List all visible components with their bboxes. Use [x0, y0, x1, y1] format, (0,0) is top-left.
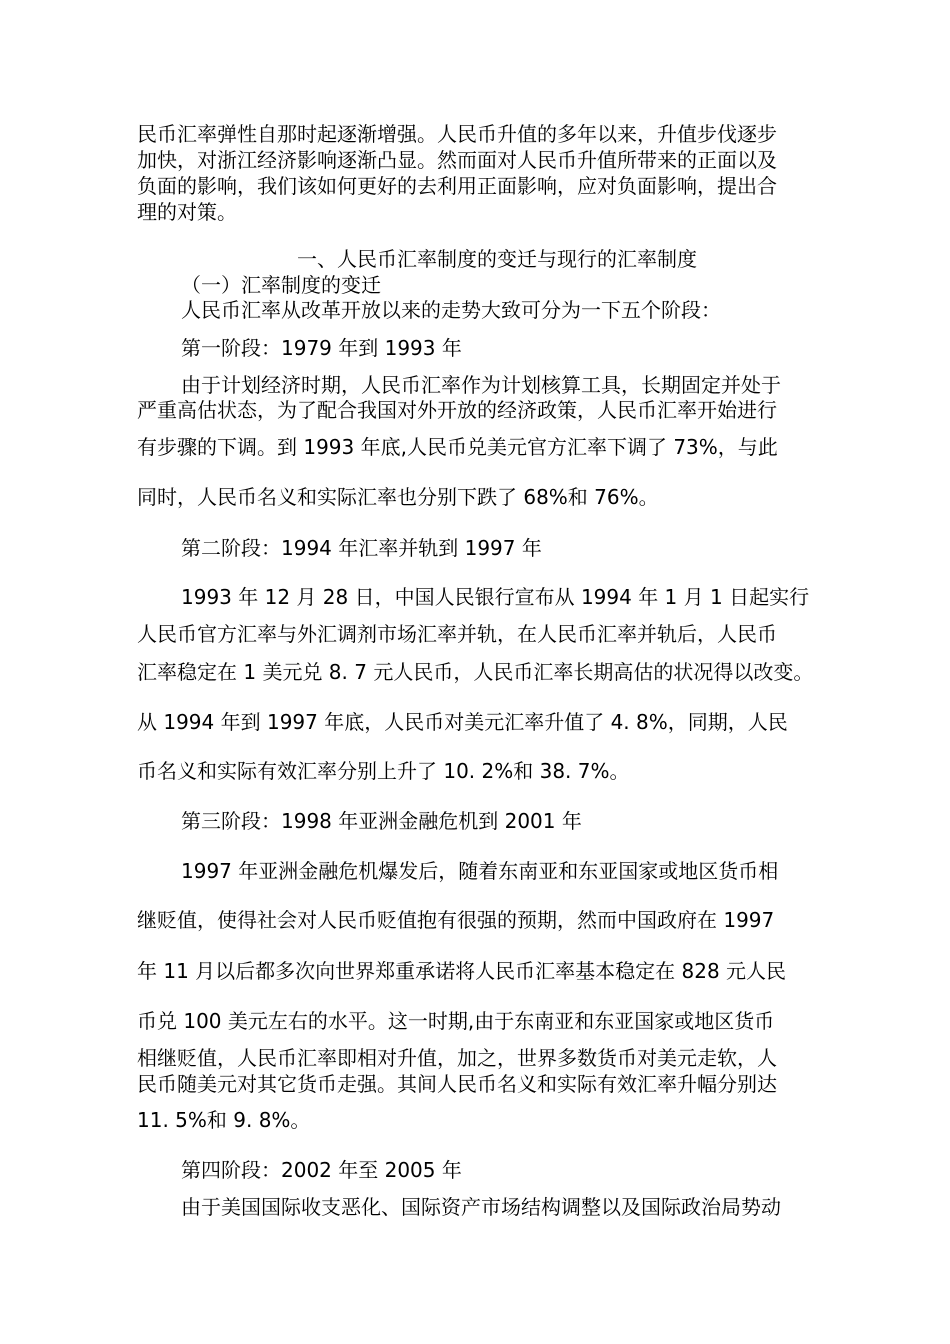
stage-paragraph-line: 同时，人民币名义和实际汇率也分别下跌了 68%和 76%。 [137, 485, 659, 509]
overview-paragraph: 人民币汇率从改革开放以来的走势大致可分为一下五个阶段： [181, 298, 721, 322]
intro-line: 民币汇率弹性自那时起逐渐增强。人民币升值的多年以来，升值步伐逐步 [137, 122, 777, 146]
stage-paragraph-line: 由于美国国际收支恶化、国际资产市场结构调整以及国际政治局势动 [181, 1195, 781, 1219]
section-subtitle: （一）汇率制度的变迁 [181, 273, 381, 297]
stage-paragraph-line: 继贬值，使得社会对人民币贬值抱有很强的预期，然而中国政府在 1997 [137, 908, 775, 932]
stage-title: 第三阶段：1998 年亚洲金融危机到 2001 年 [181, 809, 582, 833]
stage-paragraph-line: 年 11 月以后都多次向世界郑重承诺将人民币汇率基本稳定在 828 元人民 [137, 959, 787, 983]
stage-paragraph-line: 民币随美元对其它货币走强。其间人民币名义和实际有效汇率升幅分别达 [137, 1072, 777, 1096]
stage-paragraph-line: 从 1994 年到 1997 年底，人民币对美元汇率升值了 4. 8%，同期，人民 [137, 710, 788, 734]
stage-title: 第二阶段：1994 年汇率并轨到 1997 年 [181, 536, 542, 560]
stage-paragraph-line: 11. 5%和 9. 8%。 [137, 1108, 311, 1132]
stage-paragraph-line: 严重高估状态，为了配合我国对外开放的经济政策，人民币汇率开始进行 [137, 398, 777, 422]
stage-paragraph-line: 1997 年亚洲金融危机爆发后，随着东南亚和东亚国家或地区货币相 [181, 859, 779, 883]
stage-paragraph-line: 币名义和实际有效汇率分别上升了 10. 2%和 38. 7%。 [137, 759, 630, 783]
stage-paragraph-line: 币兑 100 美元左右的水平。这一时期,由于东南亚和东亚国家或地区货币 [137, 1009, 775, 1033]
stage-paragraph-line: 1993 年 12 月 28 日，中国人民银行宣布从 1994 年 1 月 1 日起实行 [181, 585, 810, 609]
stage-paragraph-line: 汇率稳定在 1 美元兑 8. 7 元人民币，人民币汇率长期高估的状况得以改变。 [137, 660, 814, 684]
stage-title: 第四阶段：2002 年至 2005 年 [181, 1158, 462, 1182]
intro-line: 负面的影响，我们该如何更好的去利用正面影响，应对负面影响，提出合 [137, 174, 777, 198]
stage-paragraph-line: 有步骤的下调。到 1993 年底,人民币兑美元官方汇率下调了 73%，与此 [137, 435, 778, 459]
stage-paragraph-line: 由于计划经济时期，人民币汇率作为计划核算工具，长期固定并处于 [181, 373, 781, 397]
intro-line: 加快，对浙江经济影响逐渐凸显。然而面对人民币升值所带来的正面以及 [137, 148, 777, 172]
intro-line: 理的对策。 [137, 200, 237, 224]
stage-paragraph-line: 人民币官方汇率与外汇调剂市场汇率并轨，在人民币汇率并轨后，人民币 [137, 622, 777, 646]
stage-paragraph-line: 相继贬值，人民币汇率即相对升值，加之，世界多数货币对美元走软，人 [137, 1046, 777, 1070]
section-title: 一、人民币汇率制度的变迁与现行的汇率制度 [297, 247, 697, 271]
stage-title: 第一阶段：1979 年到 1993 年 [181, 336, 462, 360]
